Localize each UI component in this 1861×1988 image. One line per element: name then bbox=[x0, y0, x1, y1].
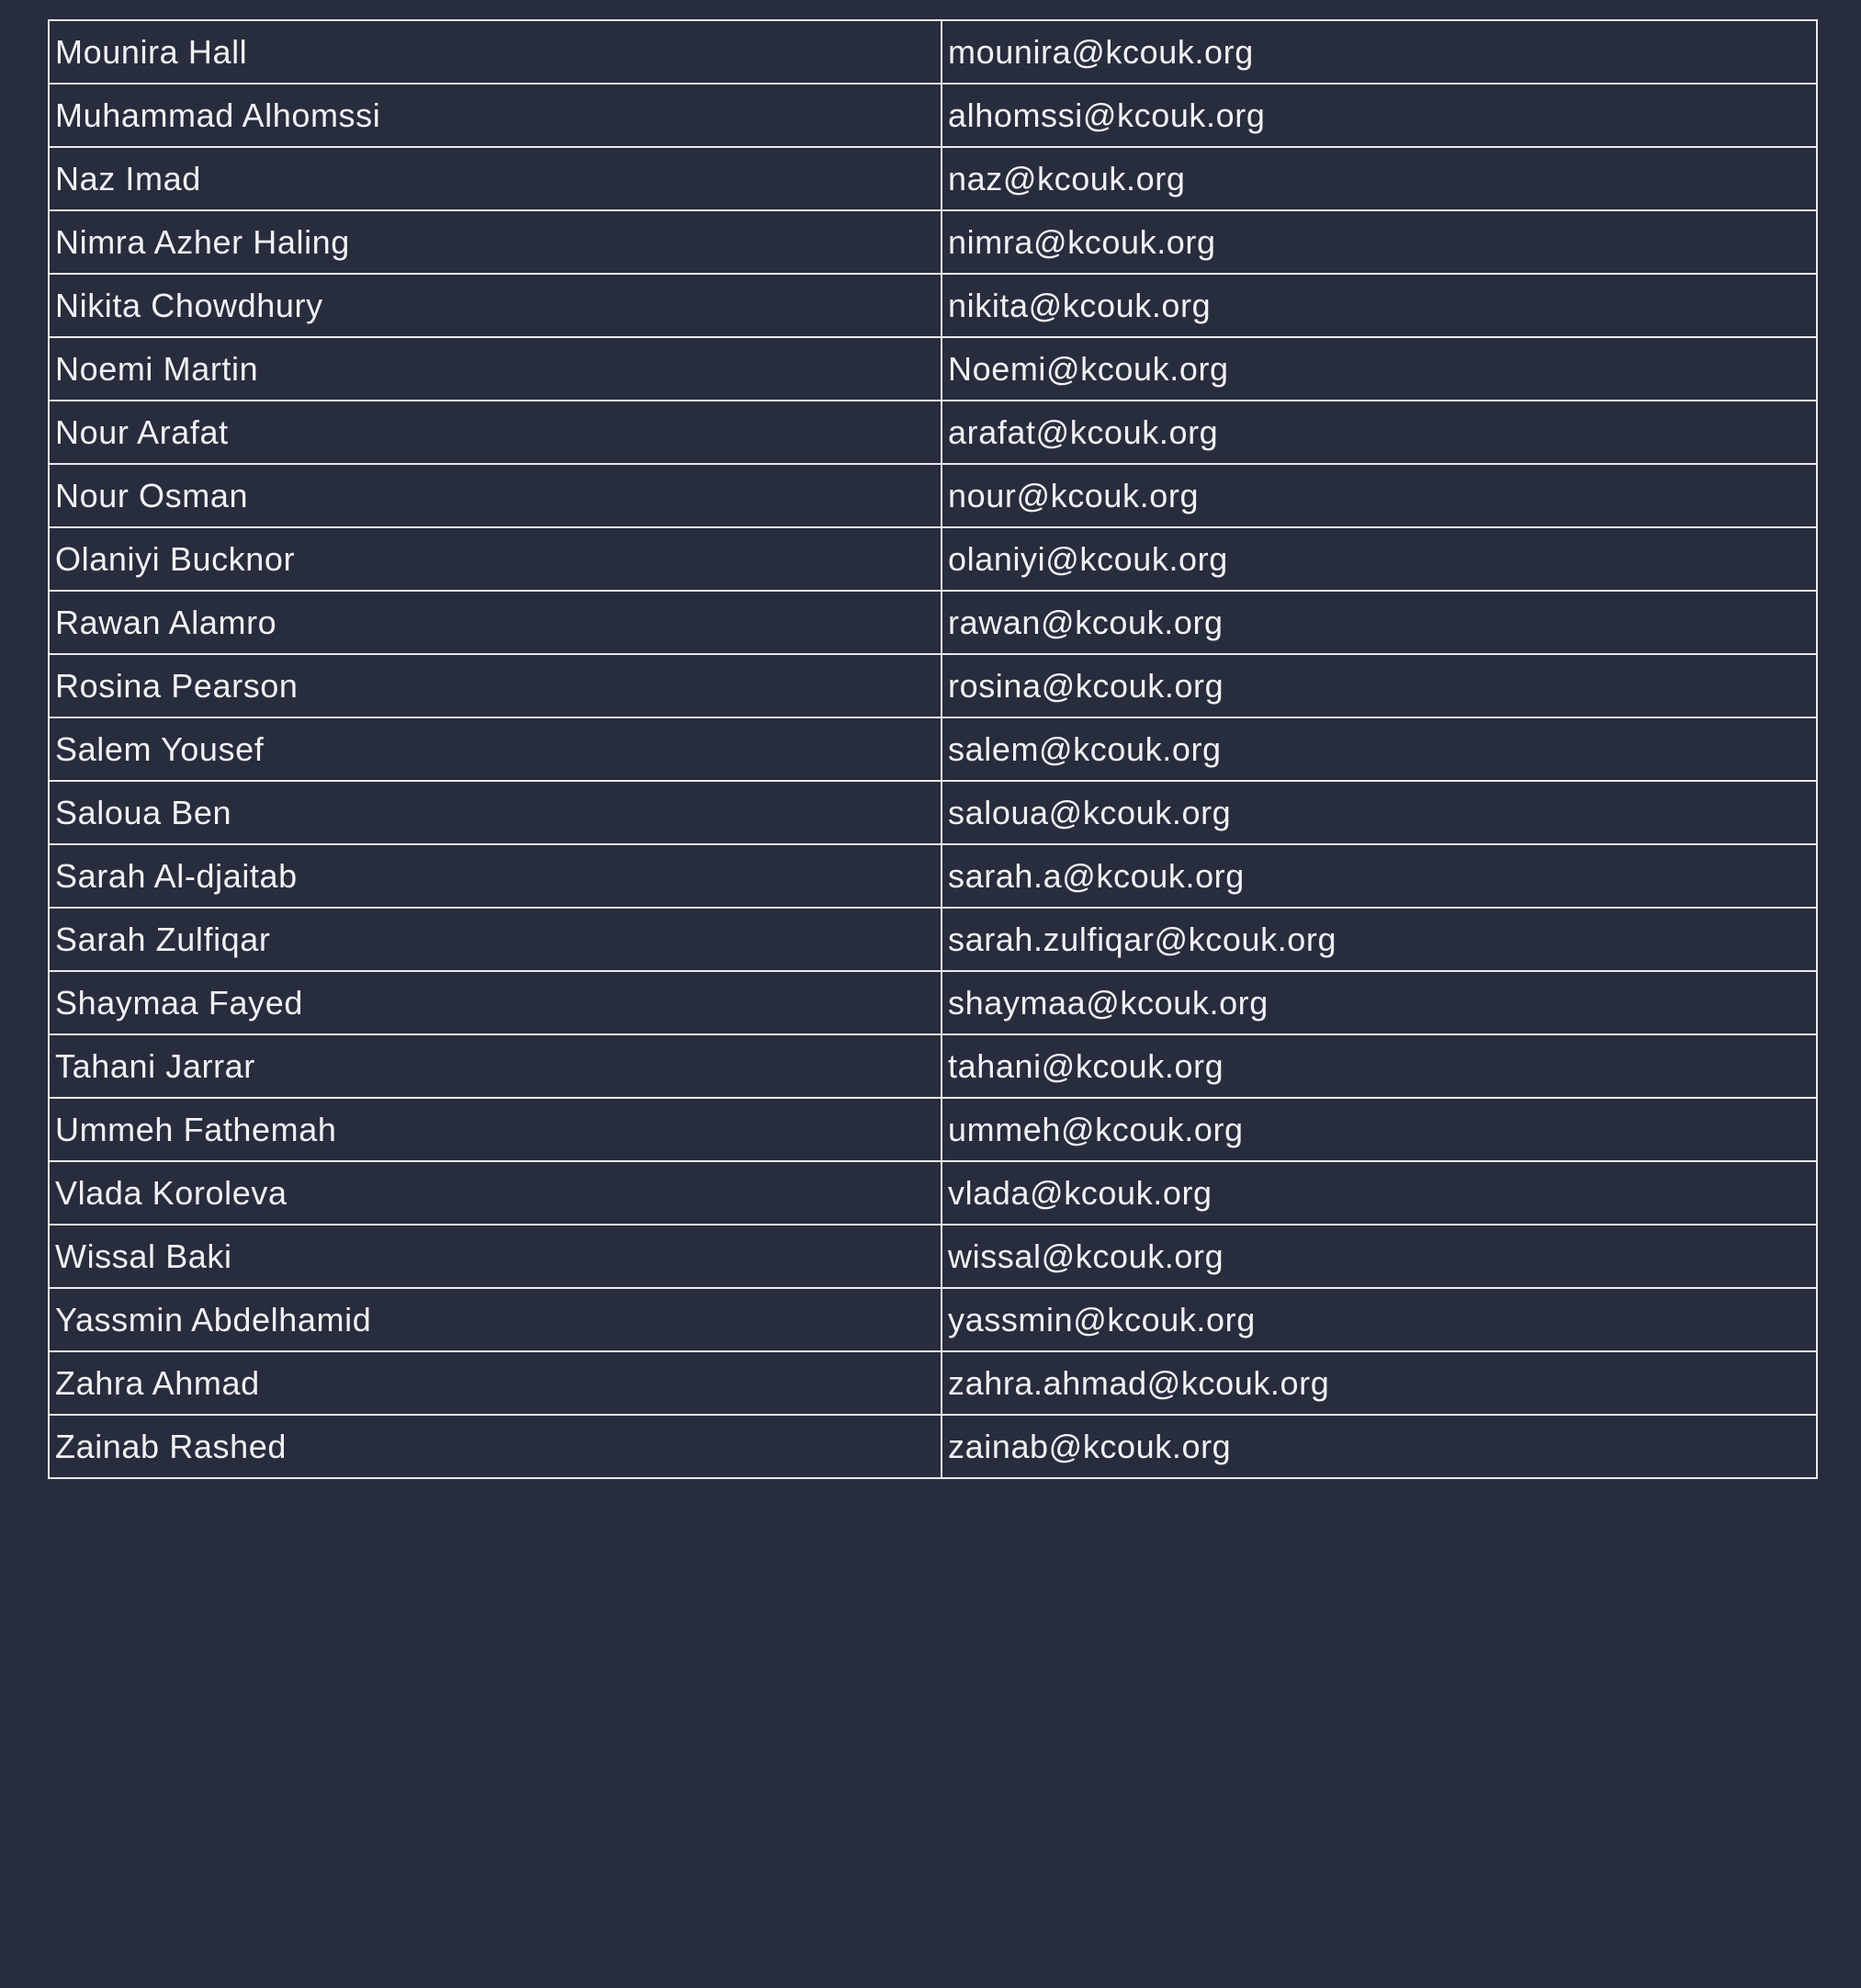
table-row bbox=[49, 84, 1817, 147]
contact-name-cell: Noemi Martin bbox=[49, 337, 942, 401]
table-row bbox=[49, 464, 1817, 527]
contact-email-cell bbox=[942, 971, 1817, 1034]
email-link[interactable]: saloua@kcouk.org bbox=[948, 794, 1232, 831]
contact-name-cell: Vlada Koroleva bbox=[49, 1161, 942, 1225]
contact-name-cell: Zainab Rashed bbox=[49, 1415, 942, 1478]
table-row bbox=[49, 591, 1817, 654]
contact-name-cell: Nikita Chowdhury bbox=[49, 274, 942, 337]
contact-email-cell bbox=[942, 274, 1817, 337]
contact-email-cell bbox=[942, 401, 1817, 464]
email-link[interactable]: Noemi@kcouk.org bbox=[948, 350, 1229, 388]
contact-email-cell bbox=[942, 1098, 1817, 1161]
contact-name-cell: Muhammad Alhomssi bbox=[49, 84, 942, 147]
contact-email-cell bbox=[942, 1161, 1817, 1225]
contact-name-cell: Sarah Al-djaitab bbox=[49, 844, 942, 908]
contact-email-cell bbox=[942, 147, 1817, 210]
contact-name-cell: Salem Yousef bbox=[49, 717, 942, 781]
table-row bbox=[49, 1225, 1817, 1288]
contact-name-cell: Saloua Ben bbox=[49, 781, 942, 844]
contact-name-cell: Shaymaa Fayed bbox=[49, 971, 942, 1034]
contact-email-cell bbox=[942, 1225, 1817, 1288]
table-row bbox=[49, 1415, 1817, 1478]
email-link[interactable]: olaniyi@kcouk.org bbox=[948, 540, 1228, 578]
table-row bbox=[49, 274, 1817, 337]
contact-name-cell: Tahani Jarrar bbox=[49, 1034, 942, 1098]
email-link[interactable]: wissal@kcouk.org bbox=[948, 1237, 1224, 1275]
email-link[interactable]: rawan@kcouk.org bbox=[948, 604, 1224, 641]
contact-email-cell bbox=[942, 591, 1817, 654]
email-link[interactable]: nikita@kcouk.org bbox=[948, 287, 1212, 324]
table-row bbox=[49, 147, 1817, 210]
contact-name-cell: Nour Osman bbox=[49, 464, 942, 527]
contact-name-cell: Sarah Zulfiqar bbox=[49, 908, 942, 971]
table-row bbox=[49, 20, 1817, 84]
table-row bbox=[49, 527, 1817, 591]
contact-name-cell: Mounira Hall bbox=[49, 20, 942, 84]
table-row bbox=[49, 1098, 1817, 1161]
table-row bbox=[49, 210, 1817, 274]
email-link[interactable]: salem@kcouk.org bbox=[948, 730, 1222, 768]
contact-email-cell bbox=[942, 464, 1817, 527]
contact-name-cell: Wissal Baki bbox=[49, 1225, 942, 1288]
contact-email-cell bbox=[942, 717, 1817, 781]
table-row bbox=[49, 971, 1817, 1034]
contact-email-cell bbox=[942, 337, 1817, 401]
contact-name-cell: Rosina Pearson bbox=[49, 654, 942, 717]
contact-email-cell bbox=[942, 654, 1817, 717]
contact-name-cell: Naz Imad bbox=[49, 147, 942, 210]
contact-email-cell bbox=[942, 1288, 1817, 1351]
contacts-table-container bbox=[48, 19, 1816, 1479]
table-row bbox=[49, 401, 1817, 464]
table-row bbox=[49, 1161, 1817, 1225]
contact-name-cell: Ummeh Fathemah bbox=[49, 1098, 942, 1161]
email-link[interactable]: rosina@kcouk.org bbox=[948, 667, 1224, 705]
contacts-table-body bbox=[49, 20, 1817, 1478]
table-row bbox=[49, 908, 1817, 971]
contact-email-cell bbox=[942, 908, 1817, 971]
email-link[interactable]: naz@kcouk.org bbox=[948, 160, 1186, 198]
email-link[interactable]: shaymaa@kcouk.org bbox=[948, 984, 1269, 1022]
contact-email-cell bbox=[942, 1415, 1817, 1478]
email-link[interactable]: sarah.zulfiqar@kcouk.org bbox=[948, 921, 1337, 958]
contact-name-cell: Zahra Ahmad bbox=[49, 1351, 942, 1415]
contact-email-cell bbox=[942, 844, 1817, 908]
email-link[interactable]: zahra.ahmad@kcouk.org bbox=[948, 1364, 1330, 1402]
email-link[interactable]: nimra@kcouk.org bbox=[948, 223, 1216, 261]
email-link[interactable]: yassmin@kcouk.org bbox=[948, 1301, 1256, 1339]
contacts-table bbox=[48, 19, 1818, 1479]
table-row bbox=[49, 844, 1817, 908]
contact-email-cell bbox=[942, 84, 1817, 147]
email-link[interactable]: nour@kcouk.org bbox=[948, 477, 1200, 514]
table-row bbox=[49, 717, 1817, 781]
contact-email-cell bbox=[942, 210, 1817, 274]
contact-name-cell: Nimra Azher Haling bbox=[49, 210, 942, 274]
email-link[interactable]: arafat@kcouk.org bbox=[948, 413, 1219, 451]
email-link[interactable]: ummeh@kcouk.org bbox=[948, 1111, 1244, 1148]
contact-email-cell bbox=[942, 20, 1817, 84]
email-link[interactable]: alhomssi@kcouk.org bbox=[948, 96, 1266, 134]
contact-name-cell: Olaniyi Bucknor bbox=[49, 527, 942, 591]
table-row bbox=[49, 781, 1817, 844]
contact-email-cell bbox=[942, 527, 1817, 591]
contact-email-cell bbox=[942, 1351, 1817, 1415]
table-row bbox=[49, 1288, 1817, 1351]
contact-name-cell: Yassmin Abdelhamid bbox=[49, 1288, 942, 1351]
email-link[interactable]: zainab@kcouk.org bbox=[948, 1428, 1232, 1465]
email-link[interactable]: mounira@kcouk.org bbox=[948, 33, 1254, 71]
email-link[interactable]: sarah.a@kcouk.org bbox=[948, 857, 1245, 895]
contact-name-cell: Rawan Alamro bbox=[49, 591, 942, 654]
contact-email-cell bbox=[942, 1034, 1817, 1098]
contact-email-cell bbox=[942, 781, 1817, 844]
table-row bbox=[49, 337, 1817, 401]
contact-name-cell: Nour Arafat bbox=[49, 401, 942, 464]
table-row bbox=[49, 1351, 1817, 1415]
table-row bbox=[49, 654, 1817, 717]
table-row bbox=[49, 1034, 1817, 1098]
email-link[interactable]: tahani@kcouk.org bbox=[948, 1047, 1224, 1085]
email-link[interactable]: vlada@kcouk.org bbox=[948, 1174, 1212, 1212]
